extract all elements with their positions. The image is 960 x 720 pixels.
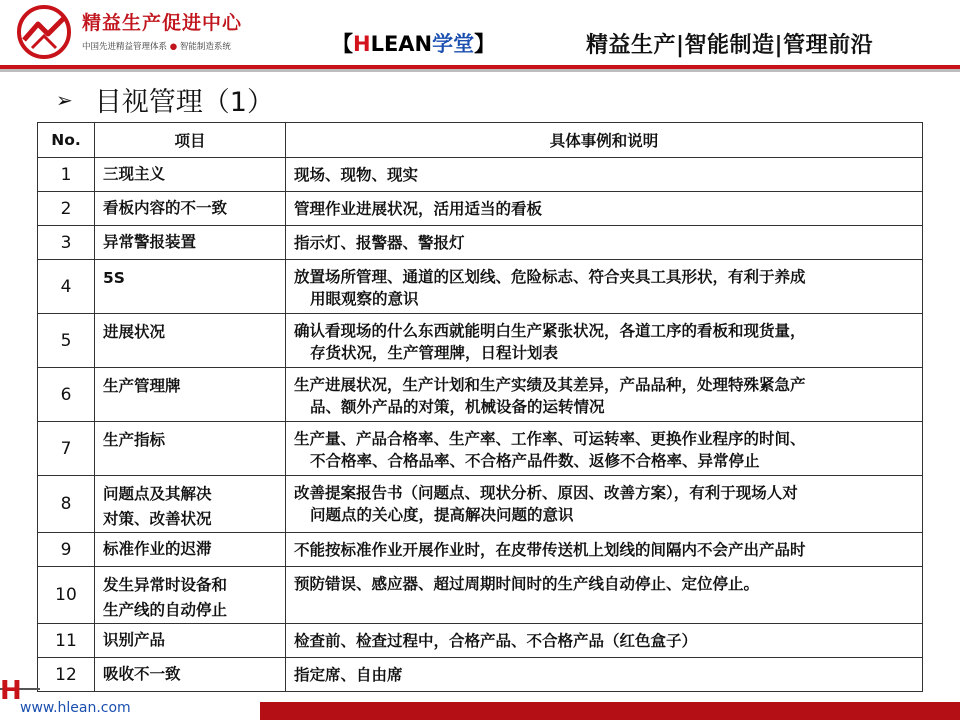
row-item (95, 260, 286, 314)
desc-line: 生产量、产品合格率、生产率、工作率、可运转率、更换作业程序的时间、 (294, 430, 806, 448)
footer-url-link[interactable]: www.hlean.com (20, 700, 131, 716)
row-item (95, 476, 286, 533)
desc-line: 放置场所管理、通道的区划线、危险标志、符合夹具工具形状，有利于养成 (294, 268, 806, 286)
row-desc (286, 567, 923, 624)
item-line: 识别产品 (103, 631, 166, 649)
table-row (38, 314, 923, 368)
desc-line: 预防错误、感应器、超过周期时间时的生产线自动停止、定位停止。 (294, 575, 760, 593)
desc-line: 管理作业进展状况，活用适当的看板 (294, 199, 543, 218)
table-row (38, 658, 923, 692)
header-rule-gray (0, 69, 960, 72)
table-row (38, 368, 923, 422)
row-no: 7 (38, 422, 95, 476)
row-no: 3 (38, 226, 95, 260)
desc-line: 不能按标准作业开展作业时，在皮带传送机上划线的间隔内不会产出产品时 (294, 540, 806, 559)
table-row (38, 422, 923, 476)
item-line: 标准作业的迟滞 (103, 540, 212, 558)
brand-title (332, 28, 495, 58)
row-no: 6 (38, 368, 95, 422)
brand-xuetang: 学堂 (432, 32, 475, 56)
arrow-bullet-icon: ➢ (56, 87, 73, 112)
org-name: 精益生产促进中心 (82, 12, 243, 34)
brand-lean: LEAN (370, 32, 433, 56)
desc-line: 现场、现物、现实 (294, 165, 419, 184)
row-item (95, 226, 286, 260)
table-row (38, 476, 923, 533)
tagline: 精益生产|智能制造|管理前沿 (586, 33, 874, 58)
table-row (38, 158, 923, 192)
desc-line: 确认看现场的什么东西就能明白生产紧张状况，各道工序的看板和现货量， (294, 322, 806, 340)
row-desc (286, 422, 923, 476)
table-row (38, 624, 923, 658)
row-item (95, 158, 286, 192)
item-line: 吸收不一致 (103, 665, 181, 683)
row-desc (286, 476, 923, 533)
row-desc (286, 226, 923, 260)
footer-logo-letter: H (0, 676, 22, 706)
row-desc (286, 533, 923, 567)
row-no: 4 (38, 260, 95, 314)
table-row (38, 567, 923, 624)
desc-line: 指示灯、报警器、警报灯 (294, 233, 465, 252)
item-line: 对策、改善状况 (103, 510, 212, 528)
row-item (95, 533, 286, 567)
table-row (38, 533, 923, 567)
row-no: 1 (38, 158, 95, 192)
row-desc (286, 314, 923, 368)
desc-line: 用眼观察的意识 (310, 290, 419, 308)
row-desc (286, 658, 923, 692)
header-no: No. (38, 123, 95, 158)
org-subtitle: 中国先进精益管理体系 ● 智能制造系统 (82, 42, 231, 52)
item-line: 5S (103, 269, 125, 287)
row-no: 10 (38, 567, 95, 624)
desc-line: 指定席、自由席 (294, 665, 403, 684)
row-item (95, 314, 286, 368)
item-line: 生产线的自动停止 (103, 601, 228, 619)
item-line: 生产指标 (103, 431, 166, 449)
row-desc (286, 260, 923, 314)
org-sub-b: 智能制造系统 (179, 42, 231, 52)
brand-h: H (353, 32, 371, 56)
row-desc (286, 624, 923, 658)
item-line: 三现主义 (103, 165, 166, 183)
row-no: 9 (38, 533, 95, 567)
row-item (95, 658, 286, 692)
footer-bar (260, 702, 960, 720)
row-no: 8 (38, 476, 95, 533)
table-header-row (38, 123, 923, 158)
row-desc (286, 368, 923, 422)
row-desc (286, 158, 923, 192)
table-row (38, 192, 923, 226)
desc-line: 不合格率、合格品率、不合格产品件数、返修不合格率、异常停止 (310, 452, 760, 470)
visual-management-table (37, 122, 922, 692)
item-line: 生产管理牌 (103, 377, 181, 395)
brand-bracket-left: 【 (332, 32, 353, 56)
table (37, 122, 923, 692)
table-row (38, 226, 923, 260)
org-sub-a: 中国先进精益管理体系 (82, 42, 168, 52)
desc-line: 存货状况，生产管理牌，日程计划表 (310, 344, 559, 362)
desc-line: 问题点的关心度，提高解决问题的意识 (310, 506, 574, 524)
logo-icon (14, 4, 74, 60)
section-heading (56, 80, 274, 119)
brand-bracket-right: 】 (474, 32, 496, 56)
row-desc (286, 192, 923, 226)
desc-line: 生产进展状况，生产计划和生产实绩及其差异，产品品种，处理特殊紧急产 (294, 376, 806, 394)
row-no: 12 (38, 658, 95, 692)
desc-line: 检查前、检查过程中，合格产品、不合格产品（红色盒子） (294, 631, 698, 650)
row-no: 11 (38, 624, 95, 658)
header (0, 0, 960, 72)
row-no: 2 (38, 192, 95, 226)
row-item (95, 624, 286, 658)
row-item (95, 192, 286, 226)
section-title: 目视管理（1） (94, 87, 274, 118)
row-item (95, 422, 286, 476)
item-line: 进展状况 (103, 323, 166, 341)
row-no: 5 (38, 314, 95, 368)
item-line: 看板内容的不一致 (103, 199, 228, 217)
row-item (95, 368, 286, 422)
desc-line: 改善提案报告书（问题点、现状分析、原因、改善方案），有利于现场人对 (294, 484, 798, 502)
header-item: 项目 (95, 123, 286, 158)
header-desc: 具体事例和说明 (286, 123, 923, 158)
desc-line: 品、额外产品的对策，机械设备的运转情况 (310, 398, 605, 416)
table-row (38, 260, 923, 314)
item-line: 问题点及其解决 (103, 485, 212, 503)
item-line: 发生异常时设备和 (103, 576, 228, 594)
row-item (95, 567, 286, 624)
item-line: 异常警报装置 (103, 233, 197, 251)
